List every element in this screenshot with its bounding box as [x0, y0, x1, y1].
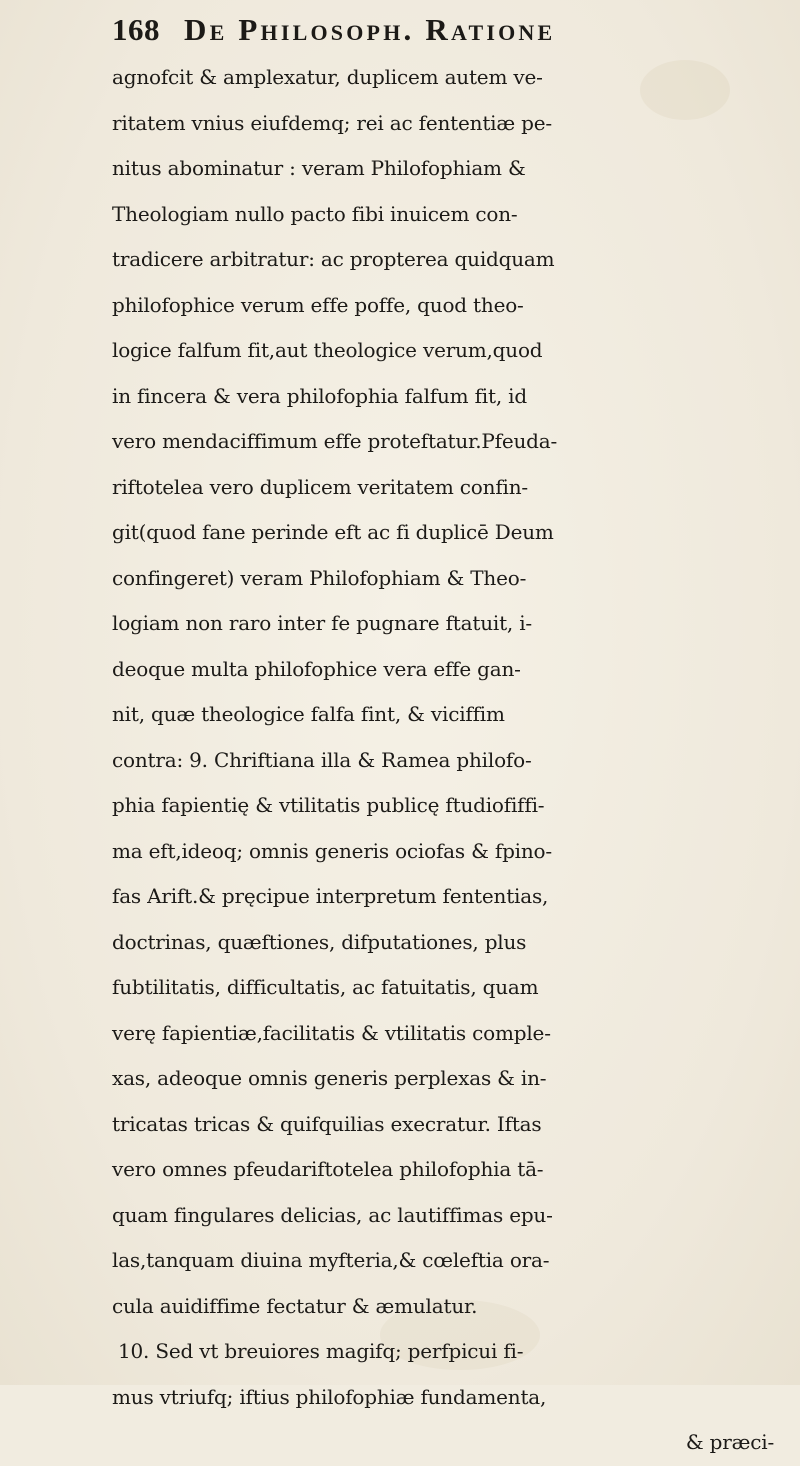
text-line: deoque multa philofophice vera effe gan- — [112, 656, 521, 681]
text-line: verę fapientiæ,facilitatis & vtilitatis comple- — [112, 1020, 551, 1045]
text-line: quam fingulares delicias, ac lautiffimas epu- — [112, 1202, 553, 1227]
text-line: doctrinas, quæftiones, difputationes, plus — [112, 929, 527, 954]
text-line: git(quod fane perinde eft ac fi duplicē Deum — [112, 520, 554, 544]
text-line: logiam non raro inter fe pugnare ftatuit, i- — [112, 611, 532, 635]
text-line: contra: 9. Chriftiana illa & Ramea philofo- — [112, 747, 532, 772]
text-line: nitus abominatur : veram Philofophiam & — [112, 156, 526, 180]
text-line: fubtilitatis, difficultatis, ac fatuitatis, quam — [112, 975, 539, 999]
text-line: vero omnes pfeudariftotelea philofophia tā- — [112, 1157, 544, 1181]
text-line: mus vtriufq; iftius philofophiæ fundamenta, — [112, 1384, 547, 1409]
text-line: tricatas tricas & quifquilias execratur. Iftas — [112, 1111, 542, 1136]
text-line: 10. Sed vt breuiores magifq; perfpicui fi- — [118, 1339, 524, 1363]
running-title: De Philosoph. Ratione — [184, 12, 556, 47]
text-line: Theologiam nullo pacto fibi inuicem con- — [112, 201, 518, 226]
text-line: agnofcit & amplexatur, duplicem autem ve- — [112, 65, 543, 89]
text-line: tradicere arbitratur: ac propterea quidquam — [112, 247, 555, 271]
text-line: cula auidiffime fectatur & æmulatur. — [112, 1293, 478, 1318]
text-line: xas, adeoque omnis generis perplexas & in- — [112, 1066, 547, 1090]
catchword: & præci- — [685, 1430, 774, 1454]
text-line: logice falfum fit,aut theologice verum,quod — [112, 338, 543, 362]
text-line: confingeret) veram Philofophiam & Theo- — [112, 565, 527, 590]
text-line: riftotelea vero duplicem veritatem confin- — [112, 474, 528, 499]
text-line: phia fapientię & vtilitatis publicę ftudiofiffi- — [112, 793, 545, 817]
text-line: in fincera & vera philofophia falfum fit, id — [112, 383, 527, 408]
text-line: las,tanquam diuina myfteria,& cœleftia ora- — [112, 1248, 550, 1272]
text-line: ritatem vnius eiufdemq; rei ac fententiæ pe- — [112, 110, 552, 135]
text-line: nit, quæ theologice falfa fint, & viciffim — [112, 702, 505, 726]
body-text — [112, 55, 792, 1466]
running-head — [112, 12, 792, 52]
text-line: fas Arift.& pręcipue interpretum fententias, — [112, 884, 549, 908]
page-number: 168 — [112, 12, 160, 47]
text-line: philofophice verum effe poffe, quod theo- — [112, 292, 524, 317]
text-line: ma eft,ideoq; omnis generis ociofas & fpino- — [112, 838, 552, 863]
text-line: vero mendaciffimum effe proteftatur.Pfeuda- — [112, 429, 558, 453]
